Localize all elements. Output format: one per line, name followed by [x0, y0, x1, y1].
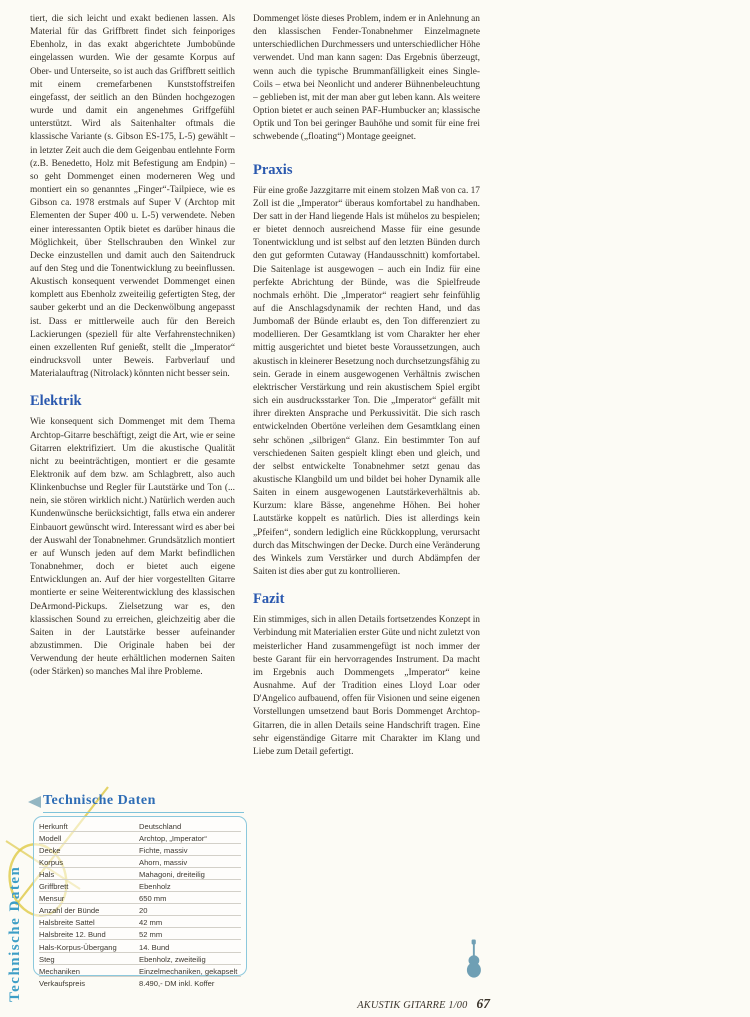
magazine-title: AKUSTIK GITARRE 1/00 — [357, 1000, 468, 1011]
table-row — [39, 965, 241, 977]
tech-row-value: Fichte, massiv — [139, 846, 188, 856]
tech-row-label: Mechaniken — [39, 966, 80, 976]
table-row — [39, 940, 241, 952]
guitar-icon — [463, 939, 485, 981]
tech-row-value: Einzelmechaniken, gekapselt — [139, 966, 238, 976]
tech-row-value: 650 mm — [139, 894, 167, 904]
tech-data-block — [0, 755, 262, 1017]
tech-row-label: Verkaufspreis — [39, 978, 86, 988]
tech-row-label: Halsbreite Sattel — [39, 918, 95, 928]
tech-row-label: Modell — [39, 834, 62, 844]
tech-row-label: Decke — [39, 846, 61, 856]
tech-heading-underline — [43, 812, 244, 813]
tech-row-value: Ahorn, massiv — [139, 858, 188, 868]
tech-row-value: 52 mm — [139, 930, 163, 940]
table-row — [39, 953, 241, 965]
praxis-paragraph: Für eine große Jazzgitarre mit einem stolzen Maß von ca. 17 Zoll ist die „Imperator“ überaus komfortabel zu handhaben. Der satt in der Hand liegende Hals ist mühelos zu bespielen; er bietet dennoch ausreichend Masse für eine gesunde Tonentwicklung und ist selbst auf den letzten Bünden durch den gut geformten Cutaway (Handausschnitt) komfortabel. Die Saitenlage ist ausgewogen – auch ein Indiz für eine perfekte Abrichtung der Bünde, was die Spielfreude nochmals erhöht. Die „Imperator“ reagiert sehr feinfühlig auf die Anschlagsdynamik der rechten Hand, und das Jumbomaß der Bünde erlaubt es, den Ton differenziert zu modellieren. Der Gesamtklang ist vom Charakter her eher mittig ausgerichtet und bietet beste Voraussetzungen, auch akustisch in kleinerer Besetzung noch durchsetzungsfähig zu sein. Gerade in einem ausgewogenen Verhältnis zwischen elektrischer Verstärkung und rein akustischem Spiel ergibt sich ein ausdrucksstarker Ton. Die „Imperator“ gefällt mit ihrer direkten Ansprache und Perkussivität. Die sich rasch entwickelnden Obertöne verleihen dem Gesamtklang einen sehr schönen „silbrigen“ Glanz. Ein bestimmter Ton auf verschiedenen Saiten gespielt klingt eben und gleich, und der selbst entwickelte Tonabnehmer setzt genau das akustische Klangbild um und bildet bei hoher Dynamik alle Saiten in einem ausgewogenen Lautstärkeverhältnis ab. Kurzum: klare Bässe, angenehme Höhen. Bei hoher Lautstärke koppelt es natürlich. Dies ist allerdings kein „Pfeifen“, sondern lediglich eine Rückkopplung, verursacht durch das Mitschwingen der Decke. Durch eine Veränderung des Winkels zum Verstärker und durch Abdämpfen der Saiten ist dies aber gut zu kontrollieren. — [253, 185, 480, 578]
fazit-paragraph: Ein stimmiges, sich in allen Details fortsetzendes Konzept in Verbindung mit Materialien erster Güte und nicht zuletzt von meisterlicher Hand zusammengefügt ist noch immer der beste Garant für ein hervorragendes Instrument. Da macht im Ergebnis auch Dommengets „Imperator“ keine Ausnahme. Auf der Tradition eines Lloyd Loar oder D'Angelico aufbauend, offen für Visionen und seine eigenen Vorstellungen umsetzend baut Boris Dommenget Archtop-Gitarren, die in allen Details seine Handschrift tragen. Eine sehr eigenständige Gitarre mit Charakter im Klang und Liebe zum Detail gefertigt. — [253, 615, 480, 757]
section-heading-elektrik: Elektrik — [30, 393, 82, 410]
tech-row-value: Ebenholz, zweiteilig — [139, 954, 206, 964]
table-row — [39, 880, 241, 892]
table-row — [39, 844, 241, 856]
tech-row-label: Hals — [39, 870, 55, 880]
article-column-left — [30, 13, 235, 785]
tech-row-value: Deutschland — [139, 822, 182, 832]
section-heading-praxis: Praxis — [253, 161, 293, 178]
tech-row-label: Steg — [39, 954, 55, 964]
tech-row-value: Ebenholz — [139, 882, 171, 892]
elektrik-paragraph: Wie konsequent sich Dommenget mit dem Thema Archtop-Gitarre beschäftigt, zeigt die Art, wie er seine Gitarren elektrifiziert. Um die akustische Qualität nicht zu beeinträchtigen, montiert er die gesamte Elektronik auf dem bzw. am Schlagbrett, also auch Klinkenbuchse und Regler für Lautstärke und Ton (... nein, sie stören wirklich nicht.) Natürlich werden auch Kundenwünsche berücksichtigt, falls etwa ein anderer Einbauort gewünscht wird. Interessant wird es aber bei der Auswahl der Tonabnehmer. Grundsätzlich montiert er auf Wunsch jeden auf dem Markt befindlichen Tonabnehmer, doch er bietet auch eigene Entwicklungen an. Auf der hier vorgestellten Gitarre montierte er seine Weiterentwicklung des klassischen DeArmond-Pickups. Zielsetzung war es, den klassischen Sound zu erreichen, gleichzeitig aber die Saiten in der Lautstärke besser aufeinander abzustimmen. Die Originale haben bei der Verwendung der heute erhältlichen modernen Saiten (oder Stärken) so manches Mal ihre Probleme. — [30, 417, 235, 678]
tech-row-value: 20 — [139, 906, 148, 916]
page-number: 67 — [476, 996, 490, 1011]
tech-row-value: 42 mm — [139, 918, 163, 928]
tech-row-label: Herkunft — [39, 822, 68, 832]
tech-data-side-label: Technische Daten — [7, 865, 23, 1002]
page-footer — [290, 995, 490, 1013]
pickup-paragraph: Dommenget löste dieses Problem, indem er in Anlehnung an den klassischen Fender-Tonabnehmer Einzelmagnete unterschiedlichen Durchmessers und unterschiedlicher Höhe verwendet. Und man kann sagen: Das Ergebnis überzeugt, wenn auch die typische Brummanfälligkeit eines Single-Coils – etwa bei Neonlicht und anderer Bühnenbeleuchtung – geblieben ist, mit der man aber gut leben kann. Als weitere Option bietet er auch seinen PAF-Humbucker an; klassische Optik und Ton bei geringer Bauhöhe und somit für eine frei schwebende („floating“) Montage geeignet. — [253, 14, 480, 143]
tech-row-label: Korpus — [39, 858, 64, 868]
table-row — [39, 928, 241, 940]
table-row — [39, 904, 241, 916]
tech-row-label: Mensur — [39, 894, 65, 904]
tech-row-value: Mahagoni, dreiteilig — [139, 870, 205, 880]
table-row — [39, 832, 241, 844]
tech-row-label: Anzahl der Bünde — [39, 906, 100, 916]
table-row — [39, 977, 241, 988]
tech-row-value: 8.490,- DM inkl. Koffer — [139, 978, 215, 988]
section-heading-fazit: Fazit — [253, 591, 285, 608]
tech-row-value: 14. Bund — [139, 942, 170, 952]
table-row — [39, 916, 241, 928]
tech-data-heading: Technische Daten — [43, 793, 156, 808]
table-row — [39, 892, 241, 904]
article-column-right — [253, 13, 480, 985]
tech-row-label: Halsbreite 12. Bund — [39, 930, 106, 940]
tech-row-value: Archtop, „Imperator“ — [139, 834, 207, 844]
table-row — [39, 868, 241, 880]
triangle-left-icon — [28, 796, 41, 808]
tech-data-table — [33, 816, 247, 988]
table-row — [39, 820, 241, 832]
table-row — [39, 856, 241, 868]
tech-row-label: Hals-Korpus-Übergang — [39, 942, 117, 952]
article-continuation-paragraph: tiert, die sich leicht und exakt bedienen lassen. Als Material für das Griffbrett findet sich feinporiges Ebenholz, in das exakt abgerichtete Jumbobünde eingelassen wurden. Wie der gesamte Korpus auf Ober- und Unterseite, so ist auch das Griffbrett seitlich mit einem cremefarbenen Kunststoffstreifen eingefasst, der seitlich an den Bünden hochgezogen wurde und damit ein angenehmes Griffgefühl unterstützt. Wird als Saitenhalter oftmals die klassische Variante (s. Gibson ES-175, L-5) gewählt – in letzter Zeit auch die dem Geigenbau entlehnte Form (z.B. Benedetto, Holz mit Befestigung am Endpin) – so geht Dommenget einen moderneren Weg und montiert ein so genanntes „Finger“-Tailpiece, wie es Gibson ca. 1978 erstmals auf Super V (Archtop mit Elementen der Super 400 u. L-5) verwendete. Neben einer interessanten Optik bietet es darüber hinaus die Möglichkeit, über Stellschrauben den Winkel zur Decke einzustellen und damit auch den Saitendruck auf den Steg und die Tonentwicklung zu beeinflussen. Akustisch konsequent verwendet Dommenget einen komplett aus Ebenholz zweiteilig gefertigten Steg, der sauber gekerbt und an die Deckenwölbung angepasst ist. Dass er mittlerweile auch für den Bereich Lackierungen (speziell für alte Verfahrenstechniken) einen exzellenten Ruf genießt, stellt die „Imperator“ eindrucksvoll unter Beweis. Farbverlauf und Materialauftrag (Nitrolack) könnten nicht besser sein. — [30, 14, 235, 380]
tech-row-label: Griffbrett — [39, 882, 69, 892]
